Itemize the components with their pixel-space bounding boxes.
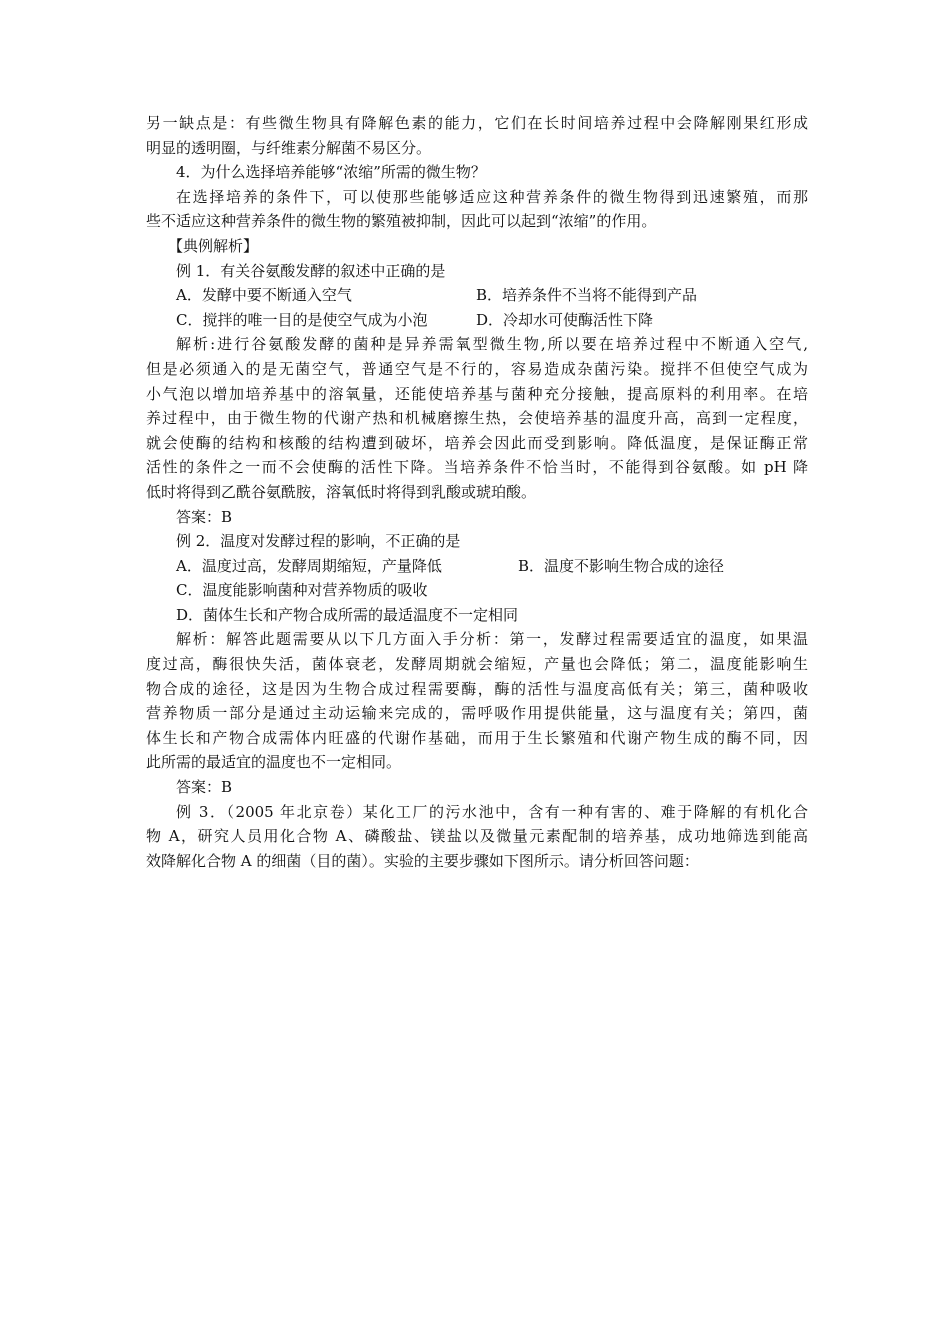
example2-analysis-line: 营养物质一部分是通过主动运输来完成的，需呼吸作用提供能量，这与温度有关；第四，菌 [146, 704, 808, 723]
q4-answer-line-2: 些不适应这种营养条件的微生物的繁殖被抑制，因此可以起到“浓缩”的作用。 [146, 212, 657, 231]
example2-option-a: A．温度过高，发酵周期缩短，产量降低 [176, 556, 442, 575]
example2-option-c: C．温度能影响菌种对营养物质的吸收 [176, 581, 428, 600]
example1-analysis-line: 小气泡以增加培养基中的溶氧量，还能使培养基与菌种充分接触，提高原料的利用率。在培 [146, 384, 808, 403]
example1-analysis-line: 就会使酶的结构和核酸的结构遭到破坏，培养会因此而受到影响。降低温度，是保证酶正常 [146, 433, 808, 452]
example1-options-row-2 [146, 308, 808, 333]
intro-line-1: 另一缺点是：有些微生物具有降解色素的能力，它们在长时间培养过程中会降解刚果红形成 [146, 114, 808, 132]
example2-analysis-line: 此所需的最适宜的温度也不一定相同。 [146, 753, 402, 772]
q4-answer-line-1: 在选择培养的条件下，可以使那些能够适应这种营养条件的微生物得到迅速繁殖，而那 [176, 187, 808, 206]
example1-analysis-line: 解析:进行谷氨酸发酵的菌种是异养需氧型微生物,所以要在培养过程中不断通入空气, [176, 335, 808, 354]
example2-stem: 例 2．温度对发酵过程的影响，不正确的是 [176, 532, 461, 551]
example1-option-a: A．发酵中要不断通入空气 [176, 286, 352, 305]
example1-options-row-1 [146, 283, 808, 308]
example2-analysis-line: 物合成的途径，这是因为生物合成过程需要酶，酶的活性与温度高低有关；第三，菌种吸收 [146, 679, 808, 698]
example1-analysis-line: 低时将得到乙酰谷氨酰胺，溶氧低时将得到乳酸或琥珀酸。 [146, 482, 537, 501]
example2-options-row-1 [146, 554, 808, 579]
example2-answer: 答案：B [176, 778, 233, 797]
example1-stem: 例 1．有关谷氨酸发酵的叙述中正确的是 [176, 261, 446, 280]
example2-option-d: D．菌体生长和产物合成所需的最适温度不一定相同 [176, 605, 519, 624]
example2-analysis-line: 体生长和产物合成需体内旺盛的代谢作基础，而用于生长繁殖和代谢产物生成的酶不同，因 [146, 728, 808, 747]
q4-question: 4．为什么选择培养能够“浓缩”所需的微生物？ [176, 163, 486, 182]
example2-option-b: B．温度不影响生物合成的途径 [518, 556, 725, 575]
example3-line: 物 A，研究人员用化合物 A、磷酸盐、镁盐以及微量元素配制的培养基，成功地筛选到能高 [146, 827, 808, 846]
intro-line-2: 明显的透明圈，与纤维素分解菌不易区分。 [146, 138, 432, 157]
example1-option-c: C．搅拌的唯一目的是使空气成为小泡 [176, 310, 428, 329]
section-title: 【典例解析】 [168, 236, 259, 255]
page-content [146, 111, 808, 873]
example1-answer: 答案：B [176, 507, 233, 526]
example1-analysis-line: 养过程中，由于微生物的代谢产热和机械磨擦生热，会使培养基的温度升高，高到一定程度， [146, 409, 808, 428]
example1-analysis-line: 但是必须通入的是无菌空气，普通空气是不行的，容易造成杂菌污染。搅拌不但使空气成为 [146, 359, 808, 378]
example1-option-d: D．冷却水可使酶活性下降 [476, 310, 654, 329]
example2-analysis-line: 度过高，酶很快失活，菌体衰老，发酵周期就会缩短，产量也会降低；第二，温度能影响生 [146, 655, 808, 674]
example3-line: 效降解化合物 A 的细菌（目的菌）。实验的主要步骤如下图所示。请分析回答问题： [146, 851, 699, 870]
example3-line: 例 3．（2005 年北京卷）某化工厂的污水池中，含有一种有害的、难于降解的有机化合 [176, 802, 808, 821]
example1-analysis-line: 活性的条件之一而不会使酶的活性下降。当培养条件不恰当时，不能得到谷氨酸。如 pH 降 [146, 458, 808, 477]
example1-option-b: B．培养条件不当将不能得到产品 [476, 286, 698, 305]
example2-analysis-line: 解析：解答此题需要从以下几方面入手分析：第一，发酵过程需要适宜的温度，如果温 [176, 630, 808, 649]
